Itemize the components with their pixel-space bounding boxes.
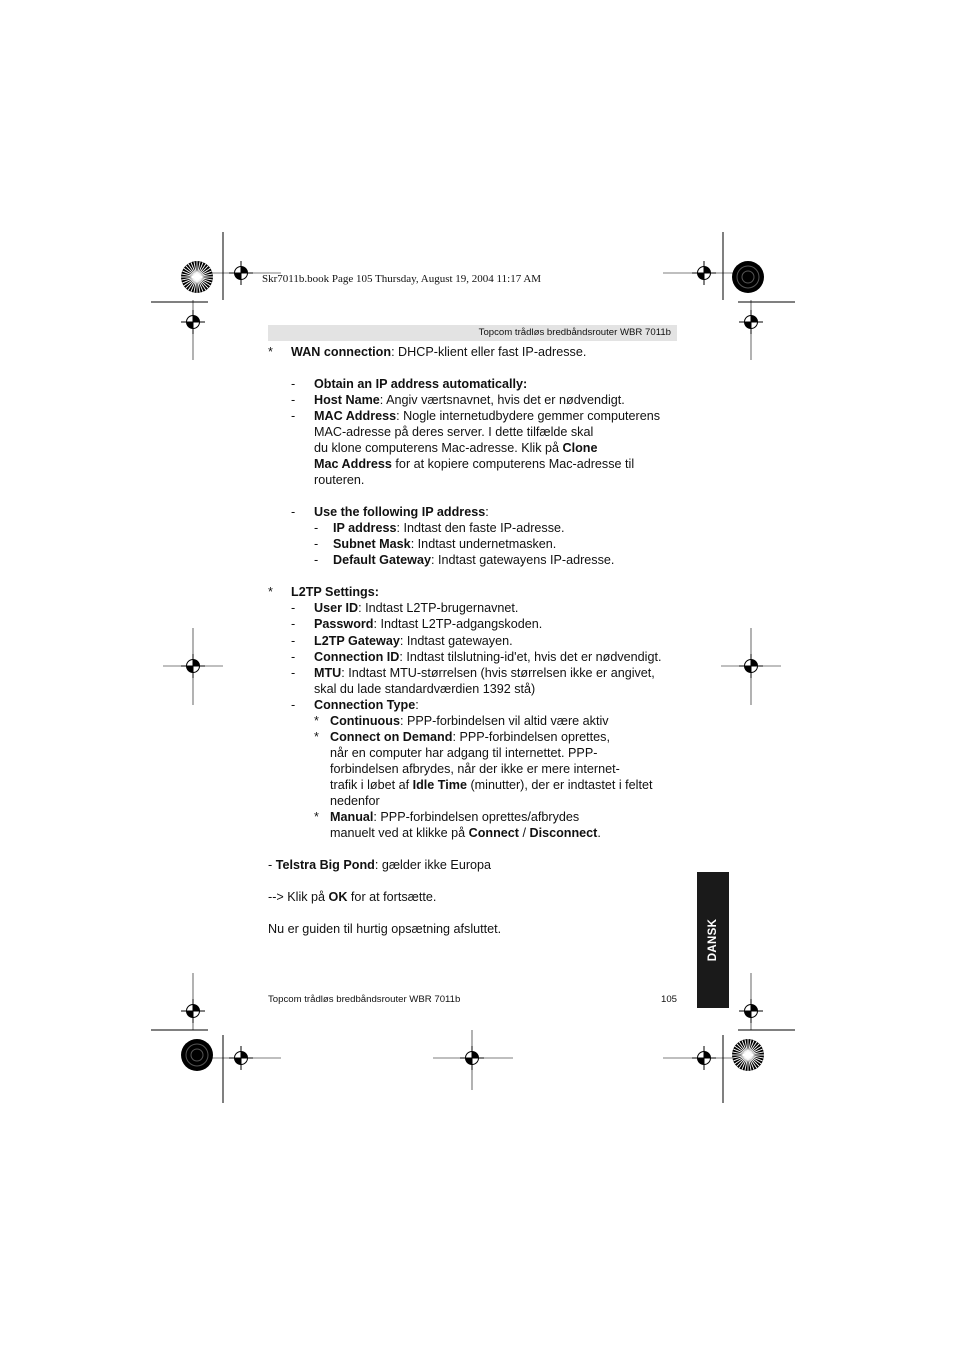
text-run: routeren. (314, 473, 365, 487)
bold-term: OK (328, 890, 348, 904)
list-bullet: - (291, 666, 296, 680)
text-run: manuelt ved at klikke på (330, 826, 469, 840)
list-bullet: - (291, 377, 296, 391)
text-run: : gælder ikke Europa (374, 858, 492, 872)
list-bullet: - (291, 409, 296, 423)
text-run: for at kopiere computerens Mac-adresse til (391, 457, 635, 471)
text-line (314, 472, 364, 488)
bold-term: Clone (562, 441, 598, 455)
text-line (333, 552, 614, 568)
text-run: : PPP-forbindelsen vil altid være aktiv (399, 714, 609, 728)
text-line (314, 376, 527, 392)
text-run: for at fortsætte. (347, 890, 437, 904)
text-run: : DHCP-klient eller fast IP-adresse. (391, 345, 587, 359)
language-tab (697, 872, 729, 1008)
bold-term: Obtain an IP address automatically: (314, 377, 528, 391)
bold-term: Connection Type (314, 698, 416, 712)
text-run: --> Klik på (268, 890, 329, 904)
list-bullet: - (314, 521, 319, 535)
list-bullet: - (314, 537, 319, 551)
text-run: når en computer har adgang til internettet. PPP- (330, 746, 598, 760)
list-bullet: - (291, 601, 296, 615)
bold-term: Connect (468, 826, 519, 840)
text-line (268, 889, 436, 905)
bold-term: MTU (314, 666, 342, 680)
bold-term: Mac Address (314, 457, 392, 471)
bold-term: Subnet Mask (333, 537, 411, 551)
text-run: . (597, 826, 601, 840)
text-run: (minutter), der er indtastet i feltet (466, 778, 653, 792)
text-run: trafik i løbet af (330, 778, 413, 792)
text-run: nedenfor (330, 794, 380, 808)
list-bullet: * (268, 585, 273, 599)
page-body (268, 344, 698, 944)
text-run: : Nogle internetudbydere gemmer computerens (396, 409, 661, 423)
text-run: : Angiv værtsnavnet, hvis det er nødvendigt. (379, 393, 625, 407)
bold-term: Use the following IP address (314, 505, 486, 519)
text-run: skal du lade standardværdien 1392 stå) (314, 682, 536, 696)
text-run: : PPP-forbindelsen oprettes, (452, 730, 610, 744)
text-run: : (485, 505, 489, 519)
bold-term: L2TP Gateway (314, 634, 400, 648)
text-line (330, 777, 652, 793)
text-line (268, 921, 501, 937)
bold-term: WAN connection (291, 345, 392, 359)
list-bullet: - (291, 698, 296, 712)
list-bullet: - (291, 617, 296, 631)
bold-term: Continuous (330, 714, 400, 728)
list-bullet: * (314, 730, 319, 744)
bold-term: Telstra Big Pond (275, 858, 375, 872)
list-bullet: - (291, 634, 296, 648)
bold-term: L2TP Settings: (291, 585, 379, 599)
text-line (330, 793, 380, 809)
list-bullet: - (291, 505, 296, 519)
bold-term: Connect on Demand (330, 730, 453, 744)
text-run: : PPP-forbindelsen oprettes/afbrydes (373, 810, 580, 824)
text-line (330, 745, 597, 761)
text-run: MAC-adresse på deres server. I dette tilfælde skal (314, 425, 594, 439)
text-run: / (518, 826, 530, 840)
text-line (314, 456, 634, 472)
list-bullet: * (314, 714, 319, 728)
text-run: : Indtast tilslutning-id'et, hvis det er nødvendigt. (399, 650, 662, 664)
text-run: : Indtast den faste IP-adresse. (396, 521, 565, 535)
text-line (291, 344, 586, 360)
text-line (314, 408, 660, 424)
bold-term: Idle Time (412, 778, 467, 792)
text-line (314, 665, 655, 681)
language-tab-label: DANSK (707, 918, 719, 962)
text-run: : Indtast undernetmasken. (410, 537, 557, 551)
text-run: - (268, 858, 276, 872)
footer-title: Topcom trådløs bredbåndsrouter WBR 7011b (268, 994, 461, 1005)
text-line (314, 649, 661, 665)
bold-term: Disconnect (529, 826, 598, 840)
text-run: : Indtast MTU-størrelsen (hvis størrelsen ikke er angivet, (341, 666, 655, 680)
text-line (268, 857, 491, 873)
list-bullet: - (314, 553, 319, 567)
text-line (314, 424, 593, 440)
text-run: : (415, 698, 419, 712)
text-run: du klone computerens Mac-adresse. Klik på (314, 441, 563, 455)
text-line (314, 633, 513, 649)
list-bullet: * (268, 345, 273, 359)
bold-term: MAC Address (314, 409, 397, 423)
text-line (330, 713, 609, 729)
text-line (291, 584, 379, 600)
text-line (330, 729, 610, 745)
text-line (314, 504, 489, 520)
bold-term: Host Name (314, 393, 380, 407)
text-line (314, 697, 419, 713)
text-line (314, 600, 518, 616)
bold-term: User ID (314, 601, 359, 615)
list-bullet: - (291, 650, 296, 664)
text-line (333, 520, 565, 536)
running-header-title: Topcom trådløs bredbåndsrouter WBR 7011b (478, 327, 671, 338)
text-line (330, 809, 579, 825)
print-slug: Skr7011b.book Page 105 Thursday, August 19, 2004 11:17 AM (262, 273, 542, 285)
page-number: 105 (661, 994, 678, 1005)
text-line (314, 681, 535, 697)
text-line (314, 392, 625, 408)
text-run: : Indtast gatewayen. (399, 634, 513, 648)
bold-term: Default Gateway (333, 553, 431, 567)
text-line (314, 440, 597, 456)
text-run: : Indtast L2TP-adgangskoden. (373, 617, 543, 631)
bold-term: Password (314, 617, 374, 631)
running-header (268, 325, 677, 341)
text-line (330, 825, 601, 841)
text-line (330, 761, 620, 777)
text-run: forbindelsen afbrydes, når der ikke er mere internet- (330, 762, 620, 776)
bold-term: IP address (333, 521, 397, 535)
bold-term: Manual (330, 810, 374, 824)
text-line (314, 616, 542, 632)
list-bullet: - (291, 393, 296, 407)
text-line (333, 536, 556, 552)
text-run: : Indtast L2TP-brugernavnet. (358, 601, 519, 615)
bold-term: Connection ID (314, 650, 400, 664)
text-run: Nu er guiden til hurtig opsætning afsluttet. (268, 922, 502, 936)
text-run: : Indtast gatewayens IP-adresse. (430, 553, 615, 567)
list-bullet: * (314, 810, 319, 824)
